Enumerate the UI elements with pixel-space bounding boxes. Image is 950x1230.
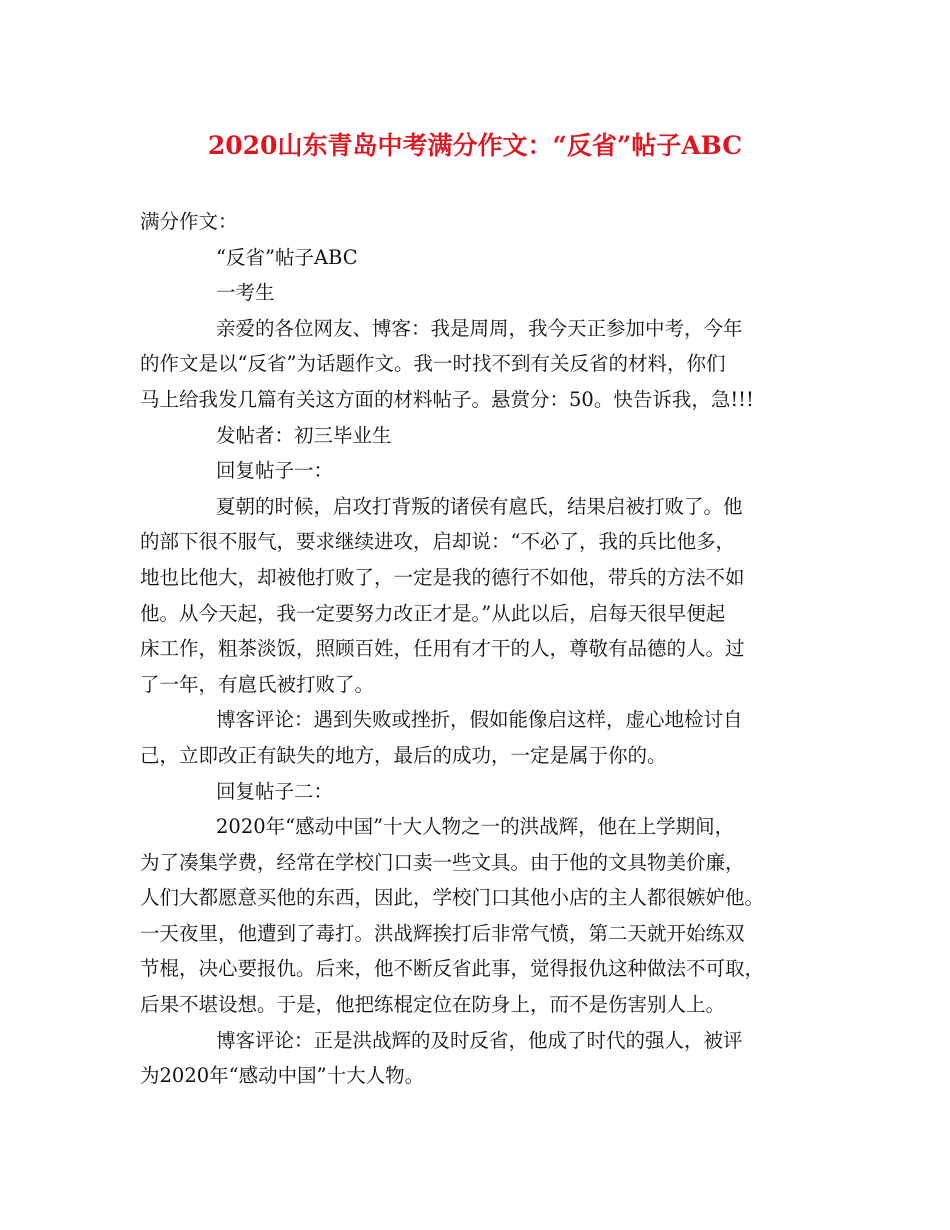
document-title: 2020山东青岛中考满分作文：“反省”帖子ABC [207, 131, 743, 160]
text-line: 回复帖子二： [216, 779, 334, 803]
text-line: 为2020年“感动中国”十大人物。 [140, 1064, 425, 1088]
text-line: 2020年“感动中国”十大人物之一的洪战辉，他在上学期间， [216, 815, 735, 839]
text-line: 地也比他大，却被他打败了，一定是我的德行不如他，带兵的方法不如 [140, 565, 745, 589]
text-line: 节棍，决心要报仇。后来，他不断反省此事，觉得报仇这种做法不可取， [140, 957, 765, 981]
text-line: 的部下很不服气，要求继续进攻，启却说：“不必了，我的兵比他多， [140, 530, 735, 554]
text-line: 满分作文： [140, 210, 238, 233]
text-line: 博客评论：遇到失败或挫折，假如能像启这样，虚心地检讨自 [216, 708, 743, 732]
text-line: 发帖者：初三毕业生 [216, 423, 392, 447]
text-line: 人们大都愿意买他的东西，因此，学校门口其他小店的主人都很嫉妒他。 [140, 886, 765, 910]
text-line: 亲爱的各位网友、博客：我是周周，我今天正参加中考，今年 [216, 316, 743, 340]
document-body [140, 204, 816, 1094]
text-line: 后果不堪设想。于是，他把练棍定位在防身上，而不是伤害别人上。 [140, 993, 726, 1017]
text-line: 床工作，粗茶淡饭，照顾百姓，任用有才干的人，尊敬有品德的人。过 [140, 637, 745, 661]
text-line: 了一年，有扈氏被打败了。 [140, 672, 375, 696]
text-line: 一天夜里，他遭到了毒打。洪战辉挨打后非常气愤，第二天就开始练双 [140, 921, 745, 945]
text-line: 夏朝的时候，启攻打背叛的诸侯有扈氏，结果启被打败了。他 [216, 494, 743, 518]
text-line: “反省”帖子ABC [216, 245, 358, 269]
text-line: 他。从今天起，我一定要努力改正才是。”从此以后，启每天很早便起 [140, 601, 726, 625]
text-line: 的作文是以“反省”为话题作文。我一时找不到有关反省的材料，你们 [140, 352, 726, 376]
text-line: 回复帖子一： [216, 459, 334, 483]
text-line: 为了凑集学费，经常在学校门口卖一些文具。由于他的文具物美价廉， [140, 850, 745, 874]
text-line: 博客评论：正是洪战辉的及时反省，他成了时代的强人，被评 [216, 1028, 743, 1052]
text-line: 马上给我发几篇有关这方面的材料帖子。悬赏分：50。快告诉我，急!!! [140, 387, 754, 411]
text-line: 一考生 [216, 281, 275, 305]
text-line: 己，立即改正有缺失的地方，最后的成功，一定是属于你的。 [140, 743, 667, 767]
